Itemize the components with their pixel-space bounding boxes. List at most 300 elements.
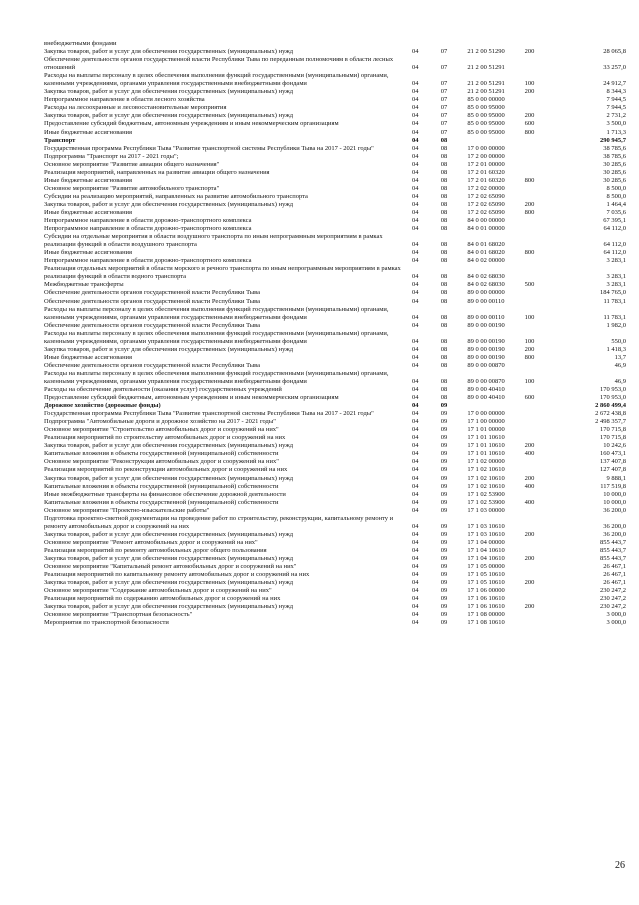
amount: 36 200,0: [603, 522, 626, 530]
amount: 290 945,7: [600, 136, 626, 144]
table-row: [44, 40, 629, 48]
amount: 170 715,8: [600, 426, 626, 434]
table-row: [44, 217, 629, 225]
amount: 2 672 438,8: [595, 410, 626, 418]
section-code: 04: [412, 579, 419, 587]
table-row: [44, 129, 629, 137]
row-name: Закупка товаров, работ и услуг для обеспечения государственных (муниципальных) нужд: [44, 530, 294, 538]
expense-type-code: 100: [524, 80, 535, 88]
expense-type-code: 400: [524, 482, 535, 490]
expense-type-code: [525, 611, 560, 619]
expense-type-code: 600: [524, 120, 535, 128]
row-name: Иные бюджетные ассигнования: [44, 353, 133, 361]
amount: 11 783,1: [603, 313, 626, 321]
expense-type-code: [525, 225, 560, 233]
subsection-code: 07: [440, 128, 448, 136]
amount: 8 500,0: [606, 192, 626, 200]
row-name: Закупка товаров, работ и услуг для обеспечения государственных (муниципальных) нужд: [44, 48, 294, 56]
row-name: Обеспечение деятельности органов государственной власти Республики Тыва: [44, 289, 260, 297]
row-name: Закупка товаров, работ и услуг для обеспечения государственных (муниципальных) нужд: [44, 112, 294, 120]
expense-type-code: [525, 571, 560, 579]
expense-type-code: [525, 193, 560, 201]
page-number: 26: [615, 860, 625, 871]
row-name: Реализация мероприятий по строительству автомобильных дорог и сооружений на них: [44, 434, 286, 442]
subsection-code: 08: [440, 200, 448, 208]
subsection-code: 09: [440, 546, 448, 554]
amount: 10 242,6: [603, 442, 626, 450]
subsection-code: 08: [440, 289, 448, 297]
table-row: [44, 209, 629, 217]
target-article-code: 17 2 02 00000: [467, 184, 505, 192]
amount: 38 785,6: [603, 152, 626, 160]
expense-type-code: [525, 386, 560, 394]
subsection-code: 08: [440, 273, 448, 281]
section-code: 04: [412, 434, 419, 442]
expense-type-code: [525, 410, 560, 418]
expense-type-code: [525, 619, 560, 627]
expense-type-code: 100: [524, 313, 535, 321]
expense-type-code: [525, 104, 560, 112]
target-article-code: 17 1 02 53900: [467, 498, 505, 506]
expense-type-code: 100: [524, 377, 535, 385]
amount: 46,9: [614, 377, 626, 385]
table-row: [44, 72, 629, 88]
expense-type-code: [525, 402, 560, 410]
table-row: [44, 619, 629, 627]
section-code: 04: [412, 281, 419, 289]
expense-type-code: [525, 233, 560, 249]
amount: [559, 40, 629, 48]
section-code: 04: [412, 490, 419, 498]
subsection-code: 08: [440, 249, 448, 257]
table-row: [44, 458, 629, 466]
subsection-code: 09: [440, 595, 448, 603]
subsection-code: 08: [440, 168, 448, 176]
table-row: [44, 507, 629, 515]
table-row: [44, 475, 629, 483]
section-code: 04: [412, 458, 419, 466]
table-row: [44, 603, 629, 611]
target-article-code: [467, 137, 524, 145]
section-code: 04: [412, 611, 419, 619]
expense-type-code: [525, 426, 560, 434]
target-article-code: 89 0 00 00110: [467, 313, 505, 321]
subsection-code: 09: [440, 490, 448, 498]
expense-type-code: [525, 458, 560, 466]
subsection-code: 08: [440, 160, 448, 168]
section-code: 04: [412, 571, 419, 579]
table-row: [44, 161, 629, 169]
row-name: Субсидии на отдельные мероприятия в области воздушного транспорта по иным непрограммным мероприятиям в рамках реализации функций в области воздушного транспорта: [44, 233, 383, 249]
expense-type-code: [525, 491, 560, 499]
target-article-code: 85 0 00 95000: [467, 112, 505, 120]
row-name: Расходы на выплаты персоналу в целях обеспечения выполнения функций государственными (муниципальными) органами, казенными учреждениями, органами управления государственными внебюджетными фондами: [44, 305, 389, 321]
subsection-code: 07: [440, 64, 448, 72]
table-row: [44, 346, 629, 354]
subsection-code: 07: [440, 112, 448, 120]
section-code: 04: [412, 200, 419, 208]
table-row: [44, 177, 629, 185]
expense-type-code: 200: [524, 603, 535, 611]
subsection-code: 08: [440, 136, 448, 144]
section-code: 04: [412, 192, 419, 200]
target-article-code: 17 2 02 65090: [467, 200, 505, 208]
subsection-code: 08: [440, 281, 448, 289]
amount: 46,9: [614, 361, 626, 369]
row-name: Межбюджетные трансферты: [44, 281, 124, 289]
target-article-code: 17 2 01 60320: [467, 168, 505, 176]
row-name: Непрограммное направление в области дорожно-транспортного комплекса: [44, 257, 252, 265]
section-code: 04: [412, 538, 419, 546]
amount: 117 519,8: [600, 482, 626, 490]
subsection-code: 09: [440, 538, 448, 546]
subsection-code: 09: [440, 474, 448, 482]
table-row: [44, 306, 629, 322]
section-code: 04: [412, 136, 419, 144]
expense-type-code: 800: [524, 249, 535, 257]
amount: 160 473,1: [600, 450, 626, 458]
target-article-code: 89 0 00 00870: [467, 361, 505, 369]
amount: 11 783,1: [603, 297, 626, 305]
subsection-code: 08: [440, 345, 448, 353]
target-article-code: 89 0 00 00190: [467, 337, 505, 345]
subsection-code: 09: [440, 522, 448, 530]
section-code: 04: [412, 426, 419, 434]
section-code: 04: [412, 313, 419, 321]
row-name: Иные межбюджетные трансферты на финансовое обеспечение дорожной деятельности: [44, 490, 286, 498]
table-row: [44, 563, 629, 571]
expense-type-code: 600: [524, 394, 535, 402]
row-name: Непрограммное направление в области дорожно-транспортного комплекса: [44, 217, 252, 225]
subsection-code: 09: [440, 402, 448, 410]
section-code: 04: [412, 64, 419, 72]
amount: 137 407,8: [600, 458, 626, 466]
section-code: 04: [412, 176, 419, 184]
table-row: [44, 153, 629, 161]
subsection-code: 09: [440, 619, 448, 627]
row-name: Предоставление субсидий бюджетным, автономным учреждениям и иным некоммерческим организациям: [44, 120, 339, 128]
target-article-code: 17 1 08 00000: [467, 611, 505, 619]
target-article-code: 85 0 00 95000: [467, 120, 505, 128]
subsection-code: 09: [440, 458, 448, 466]
expense-type-code: [525, 289, 560, 297]
row-name: Государственная программа Республики Тыва "Развитие транспортной системы Республики Тыва на 2017 - 2021 годы": [44, 410, 374, 418]
row-name: Закупка товаров, работ и услуг для обеспечения государственных (муниципальных) нужд: [44, 200, 294, 208]
table-row: [44, 418, 629, 426]
section-code: 04: [412, 466, 419, 474]
row-name: Основное мероприятие "Реконструкция автомобильных дорог и сооружений на них": [44, 458, 279, 466]
table-row: [44, 483, 629, 491]
amount: 7 944,5: [606, 96, 626, 104]
target-article-code: 84 0 01 68020: [467, 241, 505, 249]
table-row: [44, 281, 629, 289]
amount: 64 112,0: [603, 225, 626, 233]
amount: 30 285,6: [603, 160, 626, 168]
expense-type-code: [525, 153, 560, 161]
row-name: Мероприятия по транспортной безопасности: [44, 619, 169, 627]
row-name: Капитальные вложения в объекты государственной (муниципальной) собственности: [44, 482, 279, 490]
table-row: [44, 322, 629, 330]
amount: 10 000,0: [603, 498, 626, 506]
target-article-code: 17 1 04 00000: [467, 538, 505, 546]
row-name: Расходы на лесоохранные и лесовосстановительные мероприятия: [44, 104, 227, 112]
expense-type-code: 200: [524, 530, 535, 538]
subsection-code: 07: [440, 96, 448, 104]
section-code: 04: [412, 48, 419, 56]
section-code: 04: [412, 418, 419, 426]
row-name: Транспорт: [44, 136, 76, 144]
section-code: 04: [412, 345, 419, 353]
table-row: [44, 442, 629, 450]
expense-type-code: [525, 466, 560, 474]
table-row: [44, 434, 629, 442]
subsection-code: 09: [440, 611, 448, 619]
section-code: 04: [412, 144, 419, 152]
section-code: 04: [412, 530, 419, 538]
row-name: Обеспечение деятельности органов государственной власти Республики Тыва: [44, 361, 260, 369]
section-code: 04: [412, 88, 419, 96]
target-article-code: 17 1 01 10610: [467, 434, 505, 442]
target-article-code: 84 0 02 00000: [467, 257, 505, 265]
table-row: [44, 120, 629, 128]
table-row: [44, 354, 629, 362]
table-row: [44, 595, 629, 603]
subsection-code: 08: [440, 257, 448, 265]
section-code: 04: [412, 112, 419, 120]
subsection-code: 09: [440, 555, 448, 562]
section-code: 04: [412, 498, 419, 506]
target-article-code: 17 1 01 10610: [467, 450, 505, 458]
section-code: 04: [412, 184, 419, 192]
target-article-code: 21 2 00 51291: [467, 64, 505, 72]
amount: 230 247,2: [600, 603, 626, 611]
section-code: 04: [412, 104, 419, 112]
expense-type-code: [525, 145, 560, 153]
table-row: [44, 225, 629, 233]
target-article-code: 89 0 00 00190: [467, 353, 505, 361]
amount: 3 500,0: [606, 120, 626, 128]
target-article-code: 17 0 00 00000: [467, 144, 505, 152]
expense-type-code: [525, 56, 560, 72]
table-row: [44, 193, 629, 201]
row-name: Предоставление субсидий бюджетным, автономным учреждениям и иным некоммерческим организациям: [44, 394, 339, 402]
subsection-code: 09: [440, 498, 448, 506]
row-name: Расходы на выплаты персоналу в целях обеспечения выполнения функций государственными (муниципальными) органами, казенными учреждениями, органами управления государственными внебюджетными фондами: [44, 369, 389, 385]
row-name: Реализация мероприятий, направленных на развитие авиации общего назначения: [44, 168, 270, 176]
section-code: 04: [412, 482, 419, 490]
subsection-code: 09: [440, 530, 448, 538]
subsection-code: 08: [440, 321, 448, 329]
section-code: 04: [412, 257, 419, 265]
amount: 2 860 499,4: [595, 402, 626, 410]
table-row: [44, 571, 629, 579]
row-name: Государственная программа Республики Тыва "Развитие транспортной системы Республики Тыва на 2017 - 2021 годы": [44, 144, 374, 152]
subsection-code: 09: [440, 450, 448, 458]
target-article-code: 89 0 00 00190: [467, 321, 505, 329]
subsection-code: 09: [440, 579, 448, 587]
row-name: Основное мероприятие "Ремонт автомобильных дорог и сооружений на них": [44, 538, 258, 546]
subsection-code: 08: [440, 297, 448, 305]
section-code: 04: [412, 120, 419, 128]
row-name: Непрограммное направление в области дорожно-транспортного комплекса: [44, 225, 252, 233]
amount: 170 953,0: [600, 394, 626, 402]
row-name: Иные бюджетные ассигнования: [44, 176, 133, 184]
subsection-code: 07: [440, 80, 448, 88]
expense-type-code: 200: [524, 579, 535, 587]
section-total-row: [44, 137, 629, 145]
amount: 26 467,1: [603, 571, 626, 579]
section-code: 04: [412, 394, 419, 402]
table-row: [44, 515, 629, 531]
subsection-code: 09: [440, 587, 448, 595]
target-article-code: 84 0 02 68030: [467, 273, 505, 281]
amount: 3 283,1: [606, 257, 626, 265]
row-name: Подпрограмма "Транспорт на 2017 - 2021 годы";: [44, 152, 179, 160]
expense-type-code: [525, 362, 560, 370]
expense-type-code: 800: [524, 128, 535, 136]
table-row: [44, 185, 629, 193]
amount: 38 785,6: [603, 144, 626, 152]
expense-type-code: 200: [524, 442, 535, 450]
target-article-code: 17 2 00 00000: [467, 152, 505, 160]
section-code: 04: [412, 402, 419, 410]
target-article-code: 21 2 00 51291: [467, 88, 505, 96]
amount: 9 888,1: [606, 474, 626, 482]
target-article-code: 85 0 00 95000: [467, 128, 505, 136]
row-name: Закупка товаров, работ и услуг для обеспечения государственных (муниципальных) нужд: [44, 88, 294, 96]
subsection-code: 09: [440, 434, 448, 442]
target-article-code: 84 0 01 00000: [467, 225, 505, 233]
amount: 30 285,6: [603, 168, 626, 176]
amount: 170 953,0: [600, 386, 626, 394]
subsection-code: 09: [440, 482, 448, 490]
expense-type-code: [525, 265, 560, 281]
amount: 855 443,7: [600, 546, 626, 554]
target-article-code: 17 1 05 10610: [467, 579, 505, 587]
amount: 30 285,6: [603, 176, 626, 184]
expense-type-code: [525, 539, 560, 547]
amount: 550,0: [611, 337, 626, 345]
row-name: Подготовка проектно-сметной документации на проведение работ по строительству, реконструкции, капитальному ремонту и ремонту автомобильных дорог и сооружений на них: [44, 514, 394, 530]
expense-type-code: 200: [524, 474, 535, 482]
amount: 3 000,0: [606, 611, 626, 619]
row-name: Субсидии на реализацию мероприятий, направленных на развитие автомобильного транспорта: [44, 192, 308, 200]
amount: 184 765,0: [600, 289, 626, 297]
section-code: 04: [412, 353, 419, 361]
target-article-code: 17 1 02 10610: [467, 482, 505, 490]
amount: 26 467,1: [603, 563, 626, 571]
expense-type-code: [525, 418, 560, 426]
table-row: [44, 88, 629, 96]
expense-type-code: [525, 595, 560, 603]
subsection-code: 09: [440, 466, 448, 474]
amount: 3 000,0: [606, 619, 626, 627]
amount: 1 418,3: [606, 345, 626, 353]
subsection-code: 08: [440, 377, 448, 385]
expense-type-code: 200: [524, 200, 535, 208]
target-article-code: 17 1 05 10610: [467, 571, 505, 579]
subsection-code: 08: [440, 176, 448, 184]
table-row: [44, 370, 629, 386]
section-code: 04: [412, 160, 419, 168]
target-article-code: 17 1 04 10610: [467, 546, 505, 554]
row-name: Иные бюджетные ассигнования: [44, 208, 133, 216]
target-article-code: 17 1 01 10610: [467, 442, 505, 450]
section-code: 04: [412, 321, 419, 329]
section-code: 04: [412, 128, 419, 136]
subsection-code: 07: [440, 104, 448, 112]
subsection-code: 08: [440, 217, 448, 225]
row-name: Основное мероприятие "Содержание автомобильных дорог и сооружений на них": [44, 587, 272, 595]
row-name: Реализация отдельных мероприятий в области морского и речного транспорта по иным непрограммным мероприятиям в рамках реализации функций в области водного транспорта: [44, 265, 401, 281]
row-name: Непрограммное направление в области лесного хозяйства: [44, 96, 205, 104]
target-article-code: 89 0 00 00870: [467, 377, 505, 385]
subsection-code: 09: [440, 410, 448, 418]
expense-type-code: [525, 507, 560, 515]
target-article-code: 17 1 08 10610: [467, 619, 505, 627]
section-code: 04: [412, 474, 419, 482]
row-name: Обеспечение деятельности органов государственной власти Республики Тыва по переданным полномочиям в области лесных отношений: [44, 56, 394, 72]
target-article-code: 17 1 02 53900: [467, 490, 505, 498]
amount: 33 257,0: [603, 64, 626, 72]
expense-type-code: [525, 515, 560, 531]
row-name: внебюджетными фондами: [44, 40, 117, 47]
section-code: 04: [412, 442, 419, 450]
table-row: [44, 410, 629, 418]
target-article-code: 17 1 06 10610: [467, 595, 505, 603]
amount: 2 498 357,7: [595, 418, 626, 426]
section-code: 04: [412, 273, 419, 281]
table-row: [44, 298, 629, 306]
table-row: [44, 265, 629, 281]
section-code: 04: [412, 241, 419, 249]
section-code: 04: [412, 603, 419, 611]
table-row: [44, 394, 629, 402]
target-article-code: 17 1 03 10610: [467, 530, 505, 538]
subsection-code: 07: [440, 88, 448, 96]
amount: 7 944,5: [606, 104, 626, 112]
row-name: Закупка товаров, работ и услуг для обеспечения государственных (муниципальных) нужд: [44, 555, 294, 562]
table-row: [44, 547, 629, 555]
target-article-code: 21 2 00 51291: [467, 80, 505, 88]
amount: 64 112,0: [603, 249, 626, 257]
target-article-code: 89 0 00 00000: [467, 289, 505, 297]
table-row: [44, 555, 629, 563]
amount: 230 247,2: [600, 595, 626, 603]
subsection-code: 07: [440, 48, 448, 56]
subsection-code: 08: [440, 361, 448, 369]
row-name: Обеспечение деятельности органов государственной власти Республики Тыва: [44, 321, 260, 329]
target-article-code: 85 0 00 00000: [467, 96, 505, 104]
subsection-code: 09: [440, 603, 448, 611]
subsection-code: 08: [440, 225, 448, 233]
section-code: 04: [412, 377, 419, 385]
amount: 170 715,8: [600, 434, 626, 442]
row-name: Обеспечение деятельности органов государственной власти Республики Тыва: [44, 297, 260, 305]
expense-type-code: 400: [524, 450, 535, 458]
subsection-code: 07: [440, 120, 448, 128]
expense-type-code: [525, 257, 560, 265]
row-name: Иные бюджетные ассигнования: [44, 249, 133, 257]
expense-type-code: 200: [524, 48, 535, 56]
target-article-code: 17 2 02 65090: [467, 208, 505, 216]
section-code: [406, 40, 437, 48]
target-article-code: 84 0 02 68030: [467, 281, 505, 289]
amount: 36 200,0: [603, 530, 626, 538]
section-code: 04: [412, 297, 419, 305]
amount: 1 982,0: [606, 321, 626, 329]
section-code: 04: [412, 522, 419, 530]
